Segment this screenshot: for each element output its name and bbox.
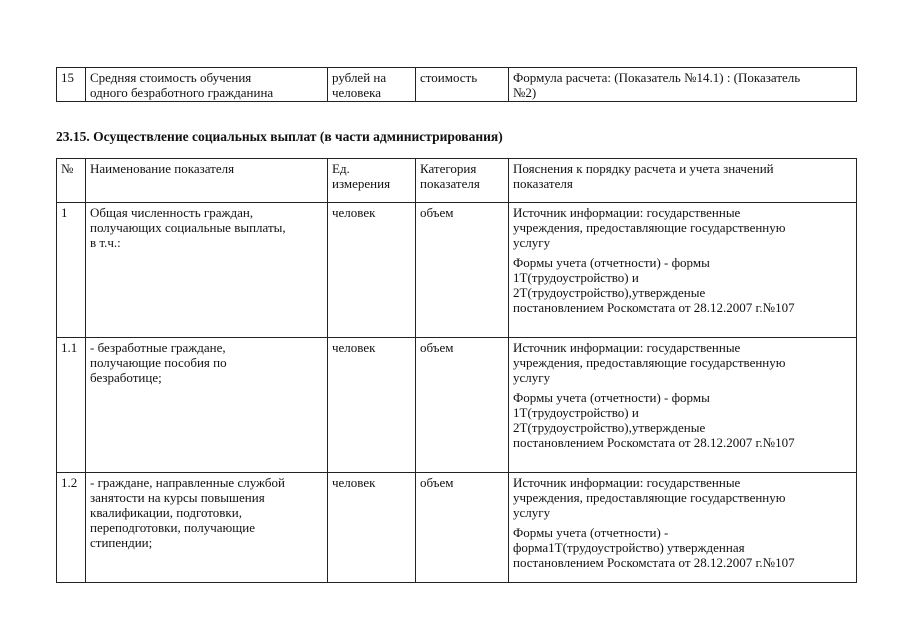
- section-heading: 23.15. Осуществление социальных выплат (в части администрирования): [56, 129, 503, 144]
- explanation: Формула расчета: (Показатель №14.1) : (Показатель №2): [509, 68, 857, 102]
- indicator-name: Общая численность граждан, получающих социальные выплаты, в т.ч.:: [86, 203, 328, 338]
- header-number: №: [57, 159, 86, 203]
- table-header-row: [57, 159, 857, 203]
- category: объем: [416, 338, 509, 473]
- row-number: 1: [57, 203, 86, 338]
- header-category: Категория показателя: [416, 159, 509, 203]
- indicator-name: Средняя стоимость обучения одного безработного гражданина: [86, 68, 328, 102]
- explanation: [509, 203, 857, 338]
- info-source: Источник информации: государственные учреждения, предоставляющие государственную услугу: [513, 340, 786, 385]
- explanation: [509, 473, 857, 583]
- category: стоимость: [416, 68, 509, 102]
- table-row: [57, 203, 857, 338]
- unit: человек: [328, 338, 416, 473]
- header-name: Наименование показателя: [86, 159, 328, 203]
- category: объем: [416, 203, 509, 338]
- explanation: [509, 338, 857, 473]
- indicators-table: [56, 158, 857, 583]
- table-row: [57, 338, 857, 473]
- info-source: Источник информации: государственные учреждения, предоставляющие государственную услугу: [513, 475, 786, 520]
- header-explanation: Пояснения к порядку расчета и учета значений показателя: [509, 159, 857, 203]
- table-row: [57, 473, 857, 583]
- info-source: Источник информации: государственные учреждения, предоставляющие государственную услугу: [513, 205, 786, 250]
- unit: человек: [328, 203, 416, 338]
- report-forms: Формы учета (отчетности) - формы 1Т(трудоустройство) и 2Т(трудоустройство),утвержденые постановлением Роскомстата от 28.12.2007 г.№107: [513, 255, 795, 315]
- row-number: 15: [57, 68, 86, 102]
- table-row: [57, 68, 857, 102]
- header-unit: Ед. измерения: [328, 159, 416, 203]
- report-forms: Формы учета (отчетности) - форма1Т(трудоустройство) утвержденная постановлением Роскомстата от 28.12.2007 г.№107: [513, 525, 795, 570]
- indicator-name: - граждане, направленные службой занятости на курсы повышения квалификации, подготовки, переподготовки, получающие стипендии;: [86, 473, 328, 583]
- category: объем: [416, 473, 509, 583]
- unit: человек: [328, 473, 416, 583]
- unit: рублей на человека: [328, 68, 416, 102]
- report-forms: Формы учета (отчетности) - формы 1Т(трудоустройство) и 2Т(трудоустройство),утвержденые постановлением Роскомстата от 28.12.2007 г.№107: [513, 390, 795, 450]
- row-number: 1.1: [57, 338, 86, 473]
- previous-table-fragment: [56, 67, 857, 102]
- indicator-name: - безработные граждане, получающие пособия по безработице;: [86, 338, 328, 473]
- row-number: 1.2: [57, 473, 86, 583]
